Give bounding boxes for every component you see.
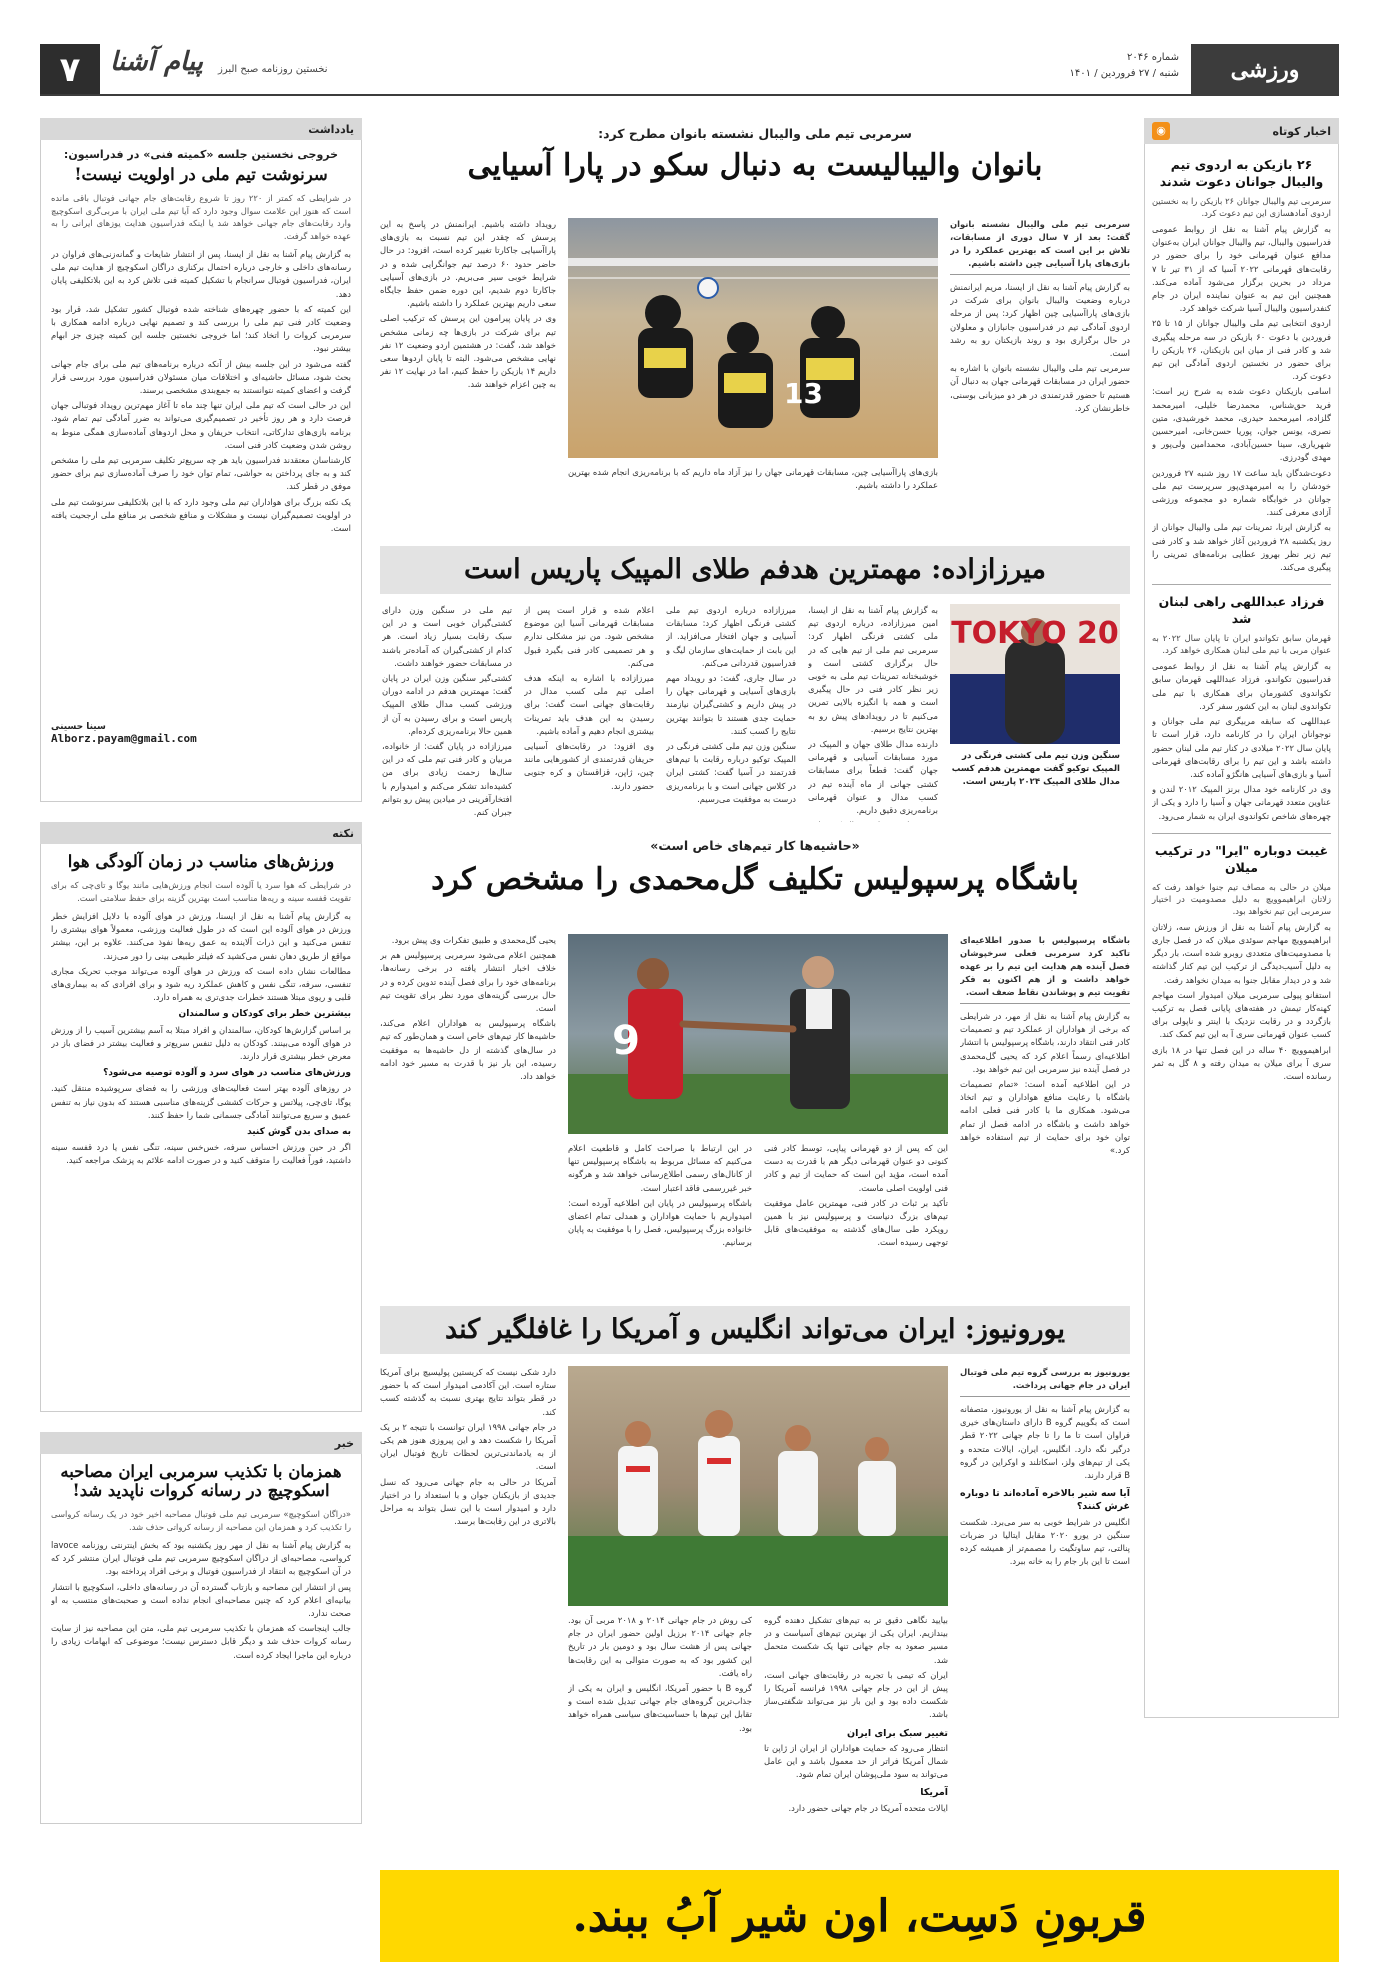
wrestler-photo xyxy=(950,604,1120,744)
paragraph: مطالعات نشان داده است که ورزش در هوای آلوده می‌تواند موجب تحریک مجاری تنفسی، سرفه، تنگی نفس و کاهش عملکرد ریه شود و برای افرادی که به بیماری‌های قلبی و ریوی مبتلا هستند خطرات جدی‌تری به همراه دارد. xyxy=(51,965,351,1003)
column-body xyxy=(380,934,556,1289)
subheading: بیشترین خطر برای کودکان و سالمندان xyxy=(178,1009,351,1020)
newspaper-logo: پیام آشنا xyxy=(110,47,203,77)
euronews-story xyxy=(380,1306,1130,1862)
tip-label: نکته xyxy=(40,822,362,844)
story-column xyxy=(380,1366,556,1856)
opinion-title: سرنوشت تیم ملی در اولویت نیست! xyxy=(74,165,328,184)
news-title: فرزاد عبداللهی راهی لبنان شد xyxy=(1158,594,1325,627)
short-news-label xyxy=(1144,118,1339,144)
paragraph: به گزارش پیام آشنا به نقل از مهر روز یکشنبه بود که بخش اینترنتی روزنامه lavoce کرواسی، مصاحبه‌ای از دراگان اسکوچیچ سرمربی تیم ملی فوتبال ایران منتشر کرد که در آن اسکوچیچ به انتقاد از فدراسیون فوتبال و برخی افراد پرداخته بود. xyxy=(51,1540,351,1577)
story-column xyxy=(950,218,1130,528)
photo-sub-columns xyxy=(568,1614,948,1854)
persepolis-story xyxy=(380,838,1130,1298)
paragraph: انگلیس در شرایط خوبی به سر می‌برد. شکست سنگین در یورو ۲۰۲۰ مقابل ایتالیا در ضربات پنالتی، تیم ساوتگیت را مصمم‌تر از همیشه کرده است تا این بار جام را به خانه ببرد. xyxy=(960,1516,1130,1567)
paragraph: به گزارش پیام آشنا به نقل از ایسنا، پس از انتشار شایعات و گمانه‌زنی‌های فراوان در رسانه‌های داخلی و خارجی درباره احتمال برکناری دراگان اسکوچیچ از هدایت تیم ملی ایران، فدراسیون فوتبال سرانجام با تشکیل کمیته فنی تلاش کرد به این بلاتکلیفی پایان دهد. xyxy=(51,249,351,299)
divider xyxy=(1152,584,1331,585)
story-headline: یورونیوز: ایران می‌تواند انگلیس و آمریکا را غافلگیر کند xyxy=(380,1306,1130,1354)
paragraph: به گزارش پیام آشنا به نقل از ایسنا، ورزش در هوای آلوده با دلایل افزایش خطر ورزش در هوای آلوده این است که در طول فعالیت ورزشی، معمولاً هوای بیشتری را تنفس می‌کنید و این ذرات آلاینده به عمق ریه‌ها نفوذ می‌کنند. علاوه بر این، بیشتر مواقع از طریق دهان نفس می‌کشید که فیلتر طبیعی بینی را دور می‌زند. xyxy=(51,911,351,961)
paragraph: انتظار می‌رود که حمایت هواداران از ایران از ژاپن تا شمال آمریکا فراتر از حد معمول باشد و این عامل می‌تواند به سود ملی‌پوشان ایران تمام شود. xyxy=(764,1742,948,1780)
paragraph: کی روش در جام جهانی ۲۰۱۴ و ۲۰۱۸ مربی آن بود. جام جهانی ۲۰۱۴ برزیل اولین حضور ایران در جام جهانی پس از هشت سال بود و دومین بار در تاریخ این کشور بود که به صورت متوالی به این رقابت‌ها راه یافت. xyxy=(568,1615,752,1678)
news-label: خبر xyxy=(40,1432,362,1454)
paragraph: کارشناسان معتقدند فدراسیون باید هر چه سریع‌تر تکلیف سرمربی تیم ملی را مشخص کند و به جای پرداختن به حواشی، تمام توان خود را صرف آماده‌سازی تیم برای حضور موفق در قطر کند. xyxy=(51,455,351,492)
section-title: ورزشی xyxy=(1191,44,1339,96)
paragraph: بر اساس گزارش‌ها کودکان، سالمندان و افراد مبتلا به آسم بیشترین آسیب را از ورزش در هوای آلوده می‌بینند. کودکان به دلیل تنفس سریع‌تر و فعالیت بیشتر در فضای باز در معرض خطر بیشتری قرار دارند. xyxy=(51,1024,351,1062)
issue-number: شماره ۲۰۴۶ xyxy=(1127,52,1179,63)
issue-info xyxy=(1070,50,1179,82)
subheading: تغییر سبک برای ایران xyxy=(846,1727,948,1739)
photo-column xyxy=(568,218,938,528)
paragraph: ایران که تیمی با تجربه در رقابت‌های جهانی است، پیش از این در جام جهانی ۱۹۹۸ فرانسه آمریکا را شکست داده بود و این بار نیز می‌تواند شگفتی‌ساز باشد. xyxy=(764,1669,948,1720)
column-body xyxy=(568,466,938,526)
paragraph: وی در پایان پیرامون این پرسش که ترکیب اصلی تیم برای شرکت در بازی‌ها چه زمانی مشخص خواهد شد، گفت: در هشتمین اردو وضعیت ۱۲ نفر نهایی مشخص می‌شود. البته تا پایان اردوها سعی داریم ۱۴ بازیکن را حفظ کنیم، اما در نهایت ۱۲ نفر به چین اعزام خواهند شد. xyxy=(380,313,556,390)
story-column xyxy=(524,604,654,824)
subheading: آمریکا xyxy=(920,1787,948,1799)
opinion-box xyxy=(40,140,362,802)
short-news-label-text: اخبار کوتاه xyxy=(1272,124,1331,138)
paragraph: ایالات متحده آمریکا در جام جهانی حضور دارد. xyxy=(788,1802,948,1813)
left-column xyxy=(40,118,362,1818)
subheading: به صدای بدن گوش کنید xyxy=(247,1127,351,1138)
news-lead: سرمربی تیم والیبال جوانان ۲۶ بازیکن را به نخستین اردوی آمادهسازی این تیم دعوت کرد. xyxy=(1152,196,1331,218)
paragraph: به گزارش پیام آشنا به نقل از ورزش سه، زلاتان ابراهیموویچ مهاجم سوئدی میلان که در فصل جاری با مصدومیت‌های متعددی روبرو شده است، بار دیگر به دلیل آسیب‌دیدگی از ترکیب این تیم کنار گذاشته شد و در دیدار مقابل جنوا به میدان نخواهد رفت. xyxy=(1152,921,1331,985)
page-header xyxy=(40,44,1339,96)
opinion-body xyxy=(51,248,351,718)
paragraph: سرمربی تیم ملی والیبال نشسته بانوان با اشاره به حضور ایران در مسابقات قهرمانی جهان به دنبال آن هستیم تا حضور قدرتمندی در هر دو میزبانی بوسنی، خاطرنشان کرد. xyxy=(950,363,1130,413)
paragraph: در سال جاری، گفت: دو رویداد مهم بازی‌های آسیایی و قهرمانی جهان را در پیش داریم و کشتی‌گیران نیازمند حمایت جدی هستند تا بتوانند بهترین نتایج را کسب کنند. xyxy=(666,673,796,736)
paragraph: بیایید نگاهی دقیق تر به تیم‌های تشکیل دهنده گروه بیندازیم. ایران یکی از بهترین تیم‌های آسیاست و در مسیر صعود به جام جهانی تنها یک شکست متحمل شد. xyxy=(764,1615,948,1665)
photo-column xyxy=(568,1366,948,1856)
paragraph: استفانو پیولی سرمربی میلان امیدوار است مهاجم کهنه‌کار تیمش در هفته‌های پایانی فصل به ترکیب بازگردد و در رقابت نزدیک با اینتر و ناپولی برای کسب عنوان قهرمانی سری آ به این تیم کمک کند. xyxy=(1152,989,1331,1040)
story-headline: میرزازاده: مهمترین هدفم طلای المپیک پاریس است xyxy=(380,546,1130,594)
column-body xyxy=(960,1403,1130,1843)
paragraph: این کمیته که با حضور چهره‌های شناخته شده فوتبال کشور تشکیل شد، قرار بود وضعیت کادر فنی تیم ملی را بررسی کند و تصمیم نهایی درباره ادامه همکاری با سرمربی کروات را اتخاذ کند؛ اما خروجی نخستین جلسه این کمیته چیزی جز ابهام بیشتر نبود. xyxy=(51,303,351,354)
paragraph: به گزارش پیام آشنا به نقل از روابط عمومی فدراسیون تکواندو، فرزاد عبداللهی قهرمان سابق تکواندوی کشورمان برای همکاری با تیم ملی تکواندوی لبنان به این کشور سفر کرد. xyxy=(1152,661,1331,711)
story-column xyxy=(808,604,938,824)
paragraph: رویداد داشته باشیم. ایرانمنش در پاسخ به این پرسش که چقدر این تیم نسبت به بازی‌های پاراآسیایی جاکارتا تغییر کرده است، افزود: در حال حاضر حدود ۶۰ درصد تیم جوانگرایی شده و در شرایط خوبی سیر می‌بریم. در بازی‌های آسیایی جاکارتا دوم شدیم، این دوره ضمن حفظ جایگاه سعی داریم بهترین عملکرد را داشته باشیم. xyxy=(380,219,556,309)
column-body xyxy=(380,218,556,523)
paragraph: به گزارش پیام آشنا به نقل از ایسنا، مریم ایرانمنش درباره وضعیت والیبال بانوان برای شرکت در بازی‌های پاراآسیایی چین اظهار کرد: پس از مرحله اردوی آمادگی تیم در فدراسیون جانبازان و معلولان در حال برگزاری بود و روند بازیکنان رو به رشد است. xyxy=(950,282,1130,359)
paragraph: آمریکا در حالی به جام جهانی می‌رود که نسل جدیدی از بازیکنان جوان و با استعداد را در اختیار دارد و امیدوار است با این نسل بتواند به مراحل بالاتری در این رقابت‌ها برسد. xyxy=(380,1476,556,1527)
newspaper-tagline: نخستین روزنامه صبح البرز xyxy=(218,64,328,75)
page-number: ۷ xyxy=(40,44,100,96)
paragraph: باشگاه پرسپولیس به هواداران اعلام می‌کند، حاشیه‌ها کار تیم‌های خاص است و همان‌طور که تیم در سال‌های گذشته از دل حاشیه‌ها به موفقیت رسیده، این بار نیز با قدرت به مسیر خود ادامه خواهد داد. xyxy=(380,1018,556,1082)
paragraph: یحیی گل‌محمدی و طبیق تفکرات وی پیش برود. xyxy=(391,935,556,945)
column-body xyxy=(960,1010,1130,1290)
column-body xyxy=(382,604,512,822)
paragraph: وی افزود: در رقابت‌های آسیایی حریفان قدرتمندی از کشورهایی مانند چین، ژاپن، قزاقستان و کره جنوبی حضور دارند. xyxy=(524,741,654,791)
paragraph: به گزارش ایرنا، تمرینات تیم ملی والیبال جوانان از روز یکشنبه ۲۸ فروردین آغاز خواهد شد و کادر فنی تیم زیر نظر بهروز عطایی برنامه‌های تمرینی را پیگیری می‌کند. xyxy=(1152,522,1331,573)
paragraph xyxy=(808,819,938,822)
column-body xyxy=(568,1142,752,1292)
short-news-box xyxy=(1144,144,1339,1718)
opinion-lead: در شرایطی که کمتر از ۲۲۰ روز تا شروع رقابت‌های جام جهانی فوتبال باقی مانده است که هنوز این علامت سوال وجود دارد که آیا تیم ملی ایران با مربی‌گری اسکوچیچ وارد رقابت‌های جام جهانی خواهد شد یا اینکه فدراسیون هدایت یوزهای ایرانی را به عهده خواهد گرفت. xyxy=(51,193,352,241)
paragraph: اعلام شده و قرار است پس از مسابقات قهرمانی آسیا این موضوع مشخص شود. من نیز مشکلی ندارم و هر تصمیمی کادر فنی بگیرد قبول می‌کنم. xyxy=(524,605,654,668)
story-columns xyxy=(380,604,938,824)
column-body xyxy=(380,1366,556,1854)
news-body xyxy=(1152,921,1331,1085)
photo-text: TOKYO 20 xyxy=(951,616,1119,651)
water-saving-banner: قربونِ دَسِت، اون شیر آبُ ببند. xyxy=(380,1870,1339,1962)
column-body xyxy=(666,604,796,822)
news-title: غیبت دوباره "ایرا" در ترکیب میلان xyxy=(1154,842,1329,875)
author-email[interactable]: Alborz.payam@gmail.com xyxy=(51,732,197,745)
story-columns xyxy=(380,1366,1130,1856)
paragraph: عبداللهی که سابقه مربیگری تیم ملی جوانان و نوجوانان ایران را در کارنامه دارد، قرار است تا پایان سال ۲۰۲۲ میلادی در کنار تیم ملی لبنان حضور داشته باشد و این تیم را برای رقابت‌های قهرمانی آسیا و بازی‌های آسیایی هانگژو آماده کند. xyxy=(1152,716,1331,779)
paragraph: اگر در حین ورزش احساس سرفه، خس‌خس سینه، تنگی نفس یا درد قفسه سینه داشتید، فوراً فعالیت را متوقف کنید و در صورت ادامه علائم به پزشک مراجعه کنید. xyxy=(51,1142,351,1166)
tip-body xyxy=(51,910,351,1380)
paragraph: ابراهیموویچ ۴۰ ساله در این فصل تنها در ۱۸ بازی سری آ برای میلان به میدان رفته و ۸ گل به ثمر رسانده است. xyxy=(1152,1044,1331,1081)
paragraph: در این اطلاعیه آمده است: «تمام تصمیمات باشگاه با رعایت منافع هواداران و تیم اتخاذ می‌شود. همکاری ما با کادر فنی فعلی ادامه خواهد داشت و باشگاه در ادامه فصل از تمام توان خود برای حمایت از تیم استفاده خواهد کرد.» xyxy=(960,1079,1130,1156)
story-column xyxy=(380,934,556,1294)
header-rule xyxy=(40,94,1339,96)
paragraph: این در حالی است که تیم ملی ایران تنها چند ماه تا آغاز مهم‌ترین رویداد فوتبالی جهان فرصت دارد و هر روز تأخیر در تصمیم‌گیری می‌تواند به ضرر آمادگی تیم تمام شود. برنامه بازی‌های تدارکاتی، انتخاب حریفان و محل اردوهای آماده‌سازی همگی منوط به روشن شدن وضعیت کادر فنی است. xyxy=(51,400,351,450)
subheading: آیا سه شیر بالاخره آماده‌اند تا دوباره غرش کنند؟ xyxy=(960,1488,1130,1513)
paragraph: یک نکته بزرگ برای هواداران تیم ملی وجود دارد که با این بلاتکلیفی سرنوشت تیم ملی در اولویت تصمیم‌گیران نیست و مشکلات و منافع شخصی بر منافع ملی ارجحیت یافته است. xyxy=(51,496,351,534)
news-lead: میلان در حالی به مصاف تیم جنوا خواهد رفت که زلاتان ابراهیموویچ به دلیل مصدومیت در اختیار سرمربی این تیم نخواهد بود. xyxy=(1152,881,1331,916)
volleyball-photo xyxy=(568,218,938,458)
paragraph: گروه B با حضور آمریکا، انگلیس و ایران به یکی از جذاب‌ترین گروه‌های جام جهانی تبدیل شده است و تقابل این تیم‌ها با حساسیت‌های سیاسی همراه خواهد بود. xyxy=(568,1683,752,1733)
news-lead: قهرمان سابق تکواندو ایران تا پایان سال ۲۰۲۲ به عنوان مربی با تیم ملی لبنان همکاری خواهد کرد. xyxy=(1152,633,1331,656)
column-body xyxy=(764,1142,948,1292)
paragraph: گفته می‌شود در این جلسه بیش از آنکه درباره برنامه‌های تیم ملی برای جام جهانی بحث شود، مسائل حاشیه‌ای و اختلافات میان مسئولان فدراسیون مورد بررسی قرار گرفت و اعضای کمیته نتوانستند به جمع‌بندی مشخصی برسند. xyxy=(51,358,351,396)
news-body xyxy=(1152,223,1331,576)
story-headline: باشگاه پرسپولیس تکلیف گل‌محمدی را مشخص کرد xyxy=(431,862,1079,897)
paragraph: به گزارش پیام آشنا به نقل از روابط عمومی فدراسیون والیبال، تیم والیبال جوانان ایران به‌عنوان مدافع عنوان قهرمانی خود را برای حضور در رقابت‌های قهرمانی ۲۰۲۲ آسیا که از ۳۱ تیر تا ۷ مرداد در بحرین برگزار می‌شود آماده می‌کند. همچنین این تیم به عنوان نماینده ایران در جام کنفدراسیون والیبال آسیا شرکت خواهد کرد. xyxy=(1152,224,1331,314)
story-column xyxy=(666,604,796,824)
story-column xyxy=(960,934,1130,1294)
story-headline: بانوان والیبالیست به دنبال سکو در پارا آسیایی xyxy=(467,148,1043,183)
paragraph: اردوی انتخابی تیم ملی والیبال جوانان از ۱۵ تا ۲۵ فروردین با دعوت ۶۰ بازیکن در سه مرحله پیگیری شد و کادر فنی از میان این بازیکنان، ۲۶ بازیکن را برای حضور در نخستین اردوی آمادگی این تیم دعوت کرد. xyxy=(1152,318,1331,382)
photo-sub-columns xyxy=(568,1142,948,1292)
story-kicker: «حاشیه‌ها کار تیم‌های خاص است» xyxy=(650,838,860,853)
column-body xyxy=(764,1614,948,1854)
tip-box xyxy=(40,844,362,1412)
paragraph: به گزارش پیام آشنا به نقل از مهر، در شرایطی که برخی از هواداران از عملکرد تیم و تصمیمات کادر فنی انتقاد دارند، باشگاه پرسپولیس با انتشار اطلاعیه‌ای رسماً اعلام کرد که یحیی گل‌محمدی در فصل آینده نیز سرمربی این تیم خواهد بود. xyxy=(960,1011,1130,1074)
news-lead: «دراگان اسکوچیچ» سرمربی تیم ملی فوتبال مصاحبه اخیر خود در یک رسانه کرواسی را تکذیب کرد و همزمان این مصاحبه از رسانه کرواتی حذف شد. xyxy=(51,1509,351,1532)
paragraph: در روزهای آلوده بهتر است فعالیت‌های ورزشی را به فضای سرپوشیده منتقل کنید. یوگا، تای‌چی، پیلاتس و حرکات کششی گزینه‌های مناسبی هستند که بدون نیاز به تنفس عمیق و سریع می‌توانند آمادگی جسمانی شما را حفظ کنند. xyxy=(51,1083,351,1120)
column-body xyxy=(568,1614,752,1854)
photo-caption: سنگین وزن تیم ملی کشتی فرنگی در المپیک توکیو گفت مهمترین هدفم کسب مدال طلای المپیک ۲۰۲۴ پاریس است. xyxy=(951,751,1120,787)
story-lead: باشگاه پرسپولیس با صدور اطلاعیه‌ای تاکید کرد سرمربی فعلی سرخپوشان فصل آینده هم هدایت این تیم را بر عهده خواهد داشت و از هم اکنون به فکر تقویت تیم و پوشاندن نقاط ضعف است. xyxy=(960,934,1130,1004)
iran-team-photo-illustration xyxy=(568,1366,948,1606)
opinion-kicker: خروجی نخستین جلسه «کمیته فنی» در فدراسیون: xyxy=(63,148,339,161)
persepolis-photo xyxy=(568,934,948,1134)
divider xyxy=(1152,833,1331,834)
paragraph: باشگاه پرسپولیس در پایان این اطلاعیه آورده است: امیدواریم با حمایت هواداران و همدلی تمام اعضای خانواده بزرگ پرسپولیس، فصل را با موفقیت به پایان برسانیم. xyxy=(568,1197,752,1248)
opinion-label: یادداشت xyxy=(40,118,362,140)
story-lead: سرمربی تیم ملی والیبال نشسته بانوان گفت: بعد از ۷ سال دوری از مسابقات، تلاش بر این است که بهترین عملکرد را در بازی‌های پارا آسیایی چین داشته باشیم. xyxy=(950,218,1130,275)
wrestling-story xyxy=(380,546,1130,828)
story-column xyxy=(380,218,556,528)
iran-team-photo xyxy=(568,1366,948,1606)
svg-text:9: 9 xyxy=(612,1018,640,1064)
story-columns xyxy=(380,218,1130,528)
volleyball-photo-illustration xyxy=(568,218,938,458)
paragraph: بازی‌های پاراآسیایی چین، مسابقات قهرمانی جهان را نیز آزاد ماه داریم که با برنامه‌ریزی انجام شده بهترین عملکرد را داشته باشیم. xyxy=(568,467,938,491)
paragraph: تأکید بر ثبات در کادر فنی، مهمترین عامل موفقیت تیم‌های بزرگ دنیاست و پرسپولیس نیز با همین رویکرد طی سال‌های گذشته به موفقیت‌های قابل توجهی رسیده است. xyxy=(764,1197,948,1248)
author-name: سینا حسینی xyxy=(51,722,106,732)
column-body xyxy=(950,281,1130,521)
paragraph: میرزازاده با اشاره به اینکه هدف اصلی تیم ملی کسب مدال در رقابت‌های جهانی است گفت: برای رسیدن به این هدف باید تمرینات بیشتری انجام دهیم و آماده باشیم. xyxy=(524,673,654,736)
news-title: همزمان با تکذیب سرمربی ایران مصاحبه اسکوچیچ در رسانه کروات ناپدید شد! xyxy=(60,1462,342,1500)
short-news-column xyxy=(1144,118,1339,1718)
story-columns xyxy=(380,934,1130,1294)
paragraph: به گزارش پیام آشنا به نقل از یورونیوز، متصفانه است که بگوییم گروه B دارای داستان‌های خیری فراوان است تا ما را تا جام جهانی ۲۰۲۲ قطر درگیر نگه دارد. انگلیس، ایران، ایالات متحده و یکی از تیم‌های ولز، اسکاتلند و اوکراین در گروه B قرار دارند. xyxy=(960,1404,1130,1481)
news-body xyxy=(1152,660,1331,824)
story-kicker: سرمربی تیم ملی والیبال نشسته بانوان مطرح کرد: xyxy=(598,126,912,141)
persepolis-photo-illustration xyxy=(568,934,948,1134)
paragraph: اسامی بازیکنان دعوت شده به شرح زیر است: فرید حق‌شناس، محمدرضا خلیلی، امیرمحمد گلزاده، امیرمحمد حیدری، محمد خورشیدی، متین نصری، یونس جوان، پوریا حسن‌خانی، امیرحسین شهریاری، سینا حسین‌آبادی، محمدامین ولی‌پور و مهدی گودرزی. xyxy=(1152,386,1331,463)
paragraph: میرزازاده درباره اردوی تیم ملی کشتی فرنگی اظهار کرد: مسابقات آسیایی و جهان افتخار می‌افزاید. از این بابت از حمایت‌های سازمان لیگ و فدراسیون قدردانی می‌کنم. xyxy=(666,605,796,668)
subheading: ورزش‌های مناسب در هوای سرد و آلوده توصیه می‌شود؟ xyxy=(103,1068,351,1079)
paragraph: جالب اینجاست که همزمان با تکذیب سرمربی تیم ملی، متن این مصاحبه نیز از سایت رسانه کروات حذف شد و دیگر قابل دسترس نیست؛ موضوعی که ابهامات زیادی را درباره این ماجرا ایجاد کرده است. xyxy=(51,1623,351,1660)
paragraph: دارد شکی نیست که کریستین پولیسیچ برای آمریکا ستاره است. این آکادمی امیدوار است که با حضور در قطر بتواند نتایج بهتری نسبت به گذشته کسب کند. xyxy=(380,1367,556,1417)
rss-icon[interactable]: ◉ xyxy=(1152,122,1170,140)
story-lead: یورونیوز به بررسی گروه تیم ملی فوتبال ایران در جام جهانی پرداخت. xyxy=(960,1366,1130,1397)
paragraph: در این ارتباط با صراحت کامل و قاطعیت اعلام می‌کنیم که مسائل مربوط به باشگاه پرسپولیس تنها از کانال‌های رسمی اطلاع‌رسانی خواهد شد و هرگونه خبر غیررسمی فاقد اعتبار است. xyxy=(568,1143,752,1193)
paragraph: به گزارش پیام آشنا به نقل از ایسنا، امین میرزازاده، درباره اردوی تیم ملی کشتی فرنگی اظهار کرد: سرمربی تیم ملی از تیم هایی که در حال برگزاری کشتی است و خوشبختانه تمرینات تیم ملی به خوبی زیر نظر کادر فنی در حال پیگیری است و همه با انگیزه بالایی تمرین می‌کنیم تا در رویدادهای پیش رو به بهترین نتایج برسیم. xyxy=(808,605,938,734)
paragraph: پس از انتشار این مصاحبه و بازتاب گسترده آن در رسانه‌های داخلی، اسکوچیچ با انتشار بیانیه‌ای اعلام کرد که چنین مصاحبه‌ای انجام نداده است و صحبت‌های منتسب به او صحت ندارد. xyxy=(51,1581,351,1619)
story-column xyxy=(382,604,512,824)
news-box xyxy=(40,1454,362,1824)
column-body xyxy=(524,604,654,822)
story-column xyxy=(960,1366,1130,1856)
paragraph: دعوت‌شدگان باید ساعت ۱۷ روز شنبه ۲۷ فروردین خودشان را به امیرمهدی‌پور سرپرست تیم ملی جوانان در خوابگاه شماره دو مجموعه ورزشی آزادی معرفی کنند. xyxy=(1152,467,1331,518)
paragraph: کشتی‌گیر سنگین وزن ایران در پایان گفت: مهمترین هدفم در ادامه دوران ورزشی کسب مدال طلای المپیک پاریس است و برای رسیدن به آن از همین حالا برنامه‌ریزی کرده‌ام. xyxy=(382,673,512,736)
paragraph: در جام جهانی ۱۹۹۸ ایران توانست با نتیجه ۲ بر یک آمریکا را شکست دهد و این پیروزی هنوز هم یکی از به یادماندنی‌ترین لحظات تاریخ فوتبال ایران است. xyxy=(380,1421,556,1472)
paragraph: همچنین اعلام می‌شود سرمربی پرسپولیس هم بر خلاف اخبار انتشار یافته در برخی رسانه‌ها، برنامه‌های خود را برای فصل آینده تدوین کرده و در حال بررسی گزینه‌های مورد نظر برای تقویت تیم است. xyxy=(380,950,556,1014)
paragraph: دارنده مدال طلای جهان و المپیک در مورد مسابقات آسیایی و قهرمانی جهان گفت: قطعاً برای مسابقات کشتی جهانی از ماه آینده تیم در کسب مدال و عنوان قهرمانی برنامه‌ریزی دقیق داریم. xyxy=(808,739,938,816)
tip-title: ورزش‌های مناسب در زمان آلودگی هوا xyxy=(67,852,335,871)
paragraph: سنگین وزن تیم ملی کشتی فرنگی در المپیک توکیو درباره رقابت با تیم‌های قدرتمند در آسیا گفت: کشتی ایران در کلاس جهانی است و با برنامه‌ریزی درست به موفقیت می‌رسیم. xyxy=(666,741,796,804)
paragraph: میرزازاده در پایان گفت: از خانواده، مربیان و کادر فنی تیم ملی که در این سال‌ها زحمت زیادی برای من کشیده‌اند تشکر می‌کنم و امیدوارم با افتخارآفرینی در میادین پیش رو بتوانم جبران کنم. xyxy=(382,741,512,818)
issue-date: شنبه / ۲۷ فروردین / ۱۴۰۱ xyxy=(1069,68,1179,79)
paragraph: وی در کارنامه خود مدال برنز المپیک ۲۰۱۲ لندن و عناوین متعدد قهرمانی جهان و آسیا را دارد و یکی از چهره‌های شاخص تکواندوی ایران به شمار می‌رود. xyxy=(1152,784,1331,821)
volleyball-story xyxy=(380,126,1130,536)
photo-column xyxy=(568,934,948,1294)
paragraph: تیم ملی در سنگین وزن دارای کشتی‌گیران خوبی است و در این سبک رقابت بسیار زیاد است. هر کدام از کشتی‌گیران که آماده‌تر باشند در مسابقات حضور خواهند داشت. xyxy=(382,605,512,668)
column-body xyxy=(808,604,938,822)
news-body xyxy=(51,1539,351,1749)
paragraph: این که پس از دو قهرمانی پیاپی، توسط کادر فنی کنونی دو عنوان قهرمانی دیگر هم با قدرت به دست آمده است، مؤید این است که حمایت از تیم و کادر فنی اولویت اصلی ماست. xyxy=(764,1143,948,1193)
news-title: ۲۶ بازیکن به اردوی تیم والیبال جوانان دعوت شدند xyxy=(1159,157,1324,189)
tip-lead: در شرایطی که هوا سرد یا آلوده است انجام ورزش‌هایی مانند یوگا و تای‌چی که برای تقویت قفسه سینه و ریه‌ها مناسب است بهترین گزینه برای حفظ سلامتی است. xyxy=(51,880,351,903)
svg-text:13: 13 xyxy=(784,377,823,410)
